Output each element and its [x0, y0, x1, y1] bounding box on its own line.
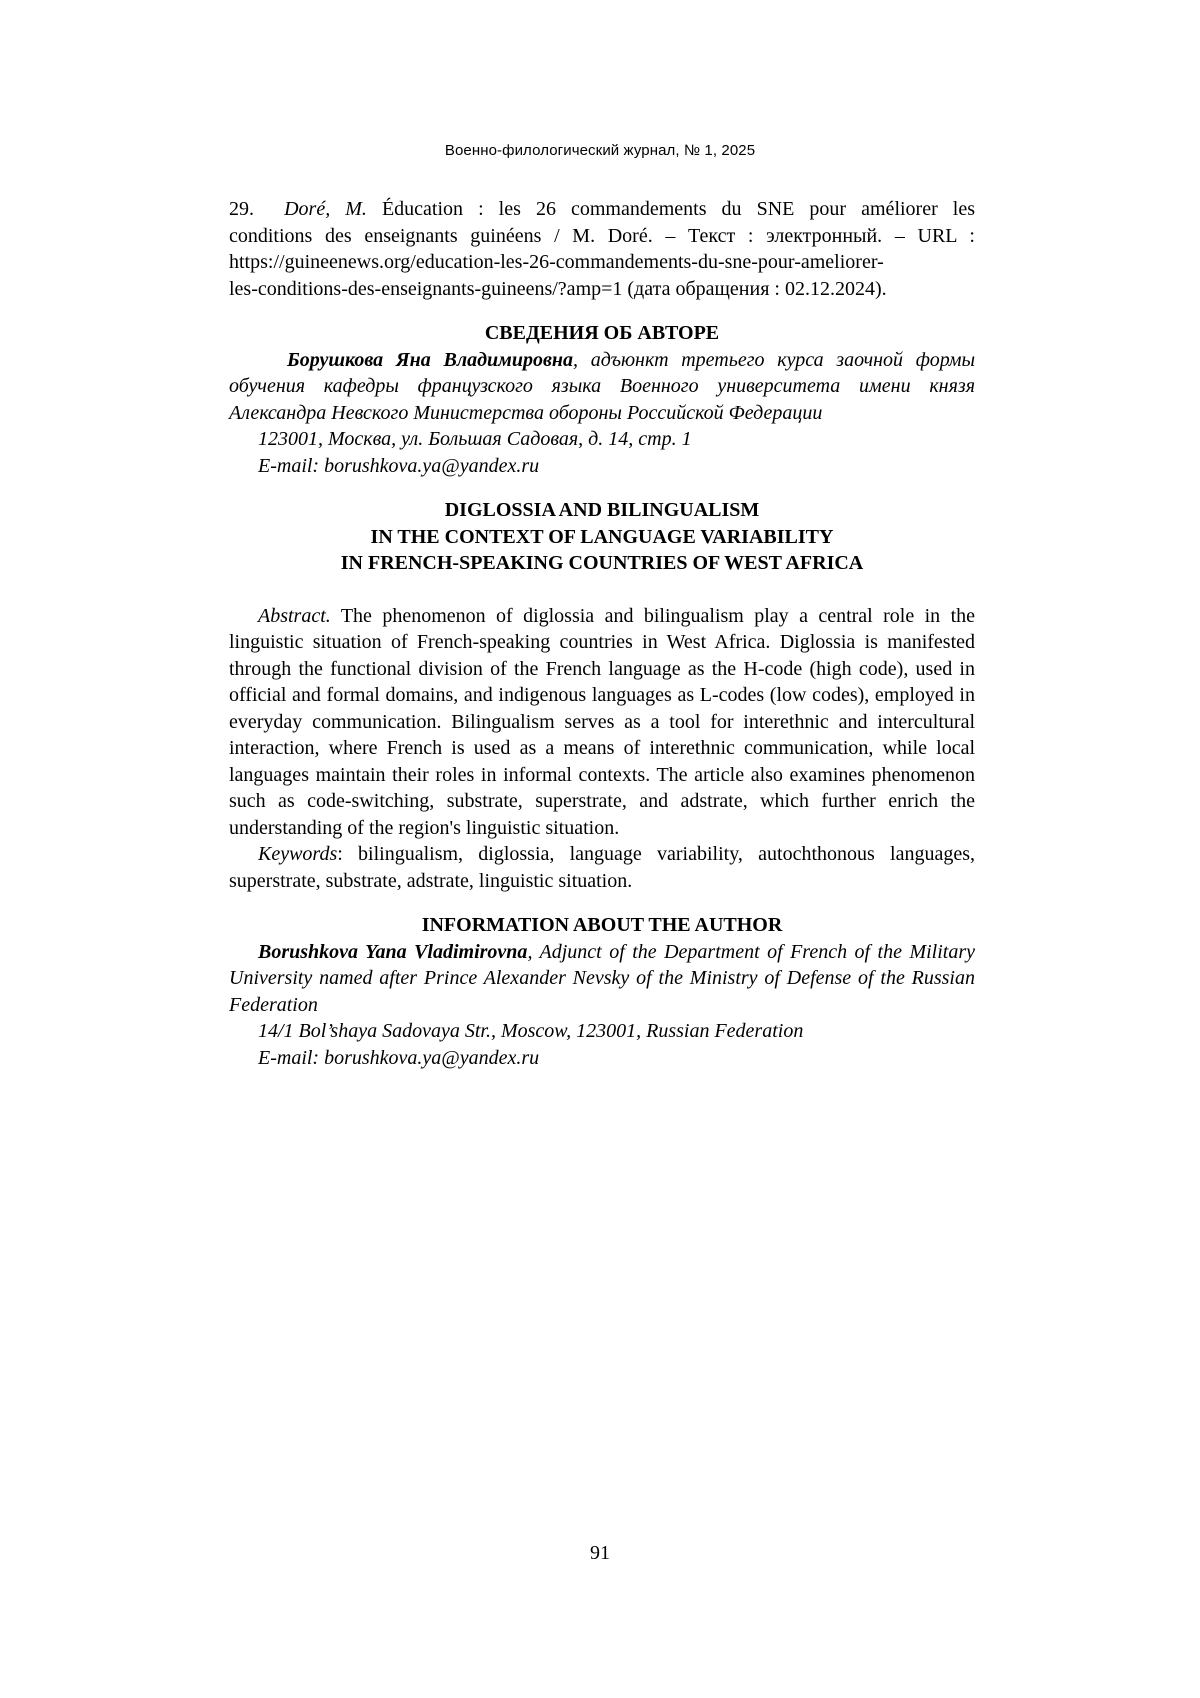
page-number: 91 [590, 1542, 610, 1564]
author-info-title-ru: СВЕДЕНИЯ ОБ АВТОРЕ [484, 322, 720, 344]
author-name-en: Borushkova Yana Vladimirovna [258, 940, 528, 963]
article-title-line-1: DIGLOSSIA AND BILINGUALISM [444, 499, 760, 521]
author-desc-ru-1: , адъюнкт третьего курса заочной формы [573, 348, 976, 371]
keywords-label: Keywords [258, 843, 338, 865]
author-desc-en: , Adjunct of the Department of French of the Military University named after Prince Alexander Nevsky of the Ministry of Defense of the Russian Federation [229, 940, 975, 1016]
author-email-en: E-mail: borushkova.ya@yandex.ru [258, 1046, 540, 1069]
article-title-line-3: IN FRENCH-SPEAKING COUNTRIES OF WEST AFRICA [340, 552, 864, 574]
abstract-text: The phenomenon of diglossia and bilingualism play a central role in the linguistic situation of French-speaking countries in West Africa. Diglossia is manifested through the functional division of the French language as the H-code (high code), used in official and formal domains, and indigenous languages as L-codes (low codes), employed in everyday communication. Bilingualism serves as a tool for interethnic and intercultural interaction, where French is used as a means of interethnic communication, while local languages maintain their roles in informal contexts. The article also examines phenomenon such as code-switching, substrate, superstrate, and adstrate, which further enrich the understanding of the region's linguistic situation. [229, 604, 976, 839]
keywords-paragraph [229, 841, 975, 894]
reference-author: Doré, M. [284, 198, 367, 220]
reference-line-2: conditions des enseignants guinéens / M. Doré. – Текст : электронный. – URL : [229, 224, 975, 247]
reference-line-4: les-conditions-des-enseignants-guineens/?amp=1 (дата обращения : 02.12.2024). [229, 277, 887, 300]
author-email-ru: E-mail: borushkova.ya@yandex.ru [258, 454, 540, 477]
reference-line-1 [229, 196, 975, 223]
author-ru-line-1 [229, 347, 975, 374]
author-address-en: 14/1 Bol’shaya Sadovaya Str., Moscow, 123001, Russian Federation [258, 1020, 804, 1042]
reference-number: 29. [229, 198, 254, 220]
author-name-ru: Борушкова Яна Владимировна [287, 348, 573, 371]
author-en-paragraph [229, 939, 975, 1019]
keywords-text: : bilingualism, diglossia, language variability, autochthonous languages, superstrate, substrate, adstrate, linguistic situation. [229, 843, 975, 892]
author-info-title-en: INFORMATION ABOUT THE AUTHOR [421, 914, 783, 936]
reference-url: https://guineenews.org/education-les-26-commandements-du-sne-pour-ameliorer- [229, 251, 884, 273]
author-desc-ru-2: обучения кафедры французского языка Военного университета имени князя [229, 375, 975, 397]
article-title-line-2: IN THE CONTEXT OF LANGUAGE VARIABILITY [370, 525, 834, 548]
author-address-ru: 123001, Москва, ул. Большая Садовая, д. 14, стр. 1 [258, 428, 692, 450]
author-desc-ru-3: Александра Невского Министерства обороны Российской Федерации [229, 401, 823, 424]
abstract-label: Abstract. [258, 604, 331, 627]
reference-title: Éducation : les 26 commandements du SNE pour améliorer les [381, 198, 976, 220]
abstract-paragraph [229, 603, 975, 842]
reference-29 [229, 196, 975, 302]
running-header: Военно-филологический журнал, № 1, 2025 [444, 142, 756, 159]
page-content [229, 196, 975, 1071]
